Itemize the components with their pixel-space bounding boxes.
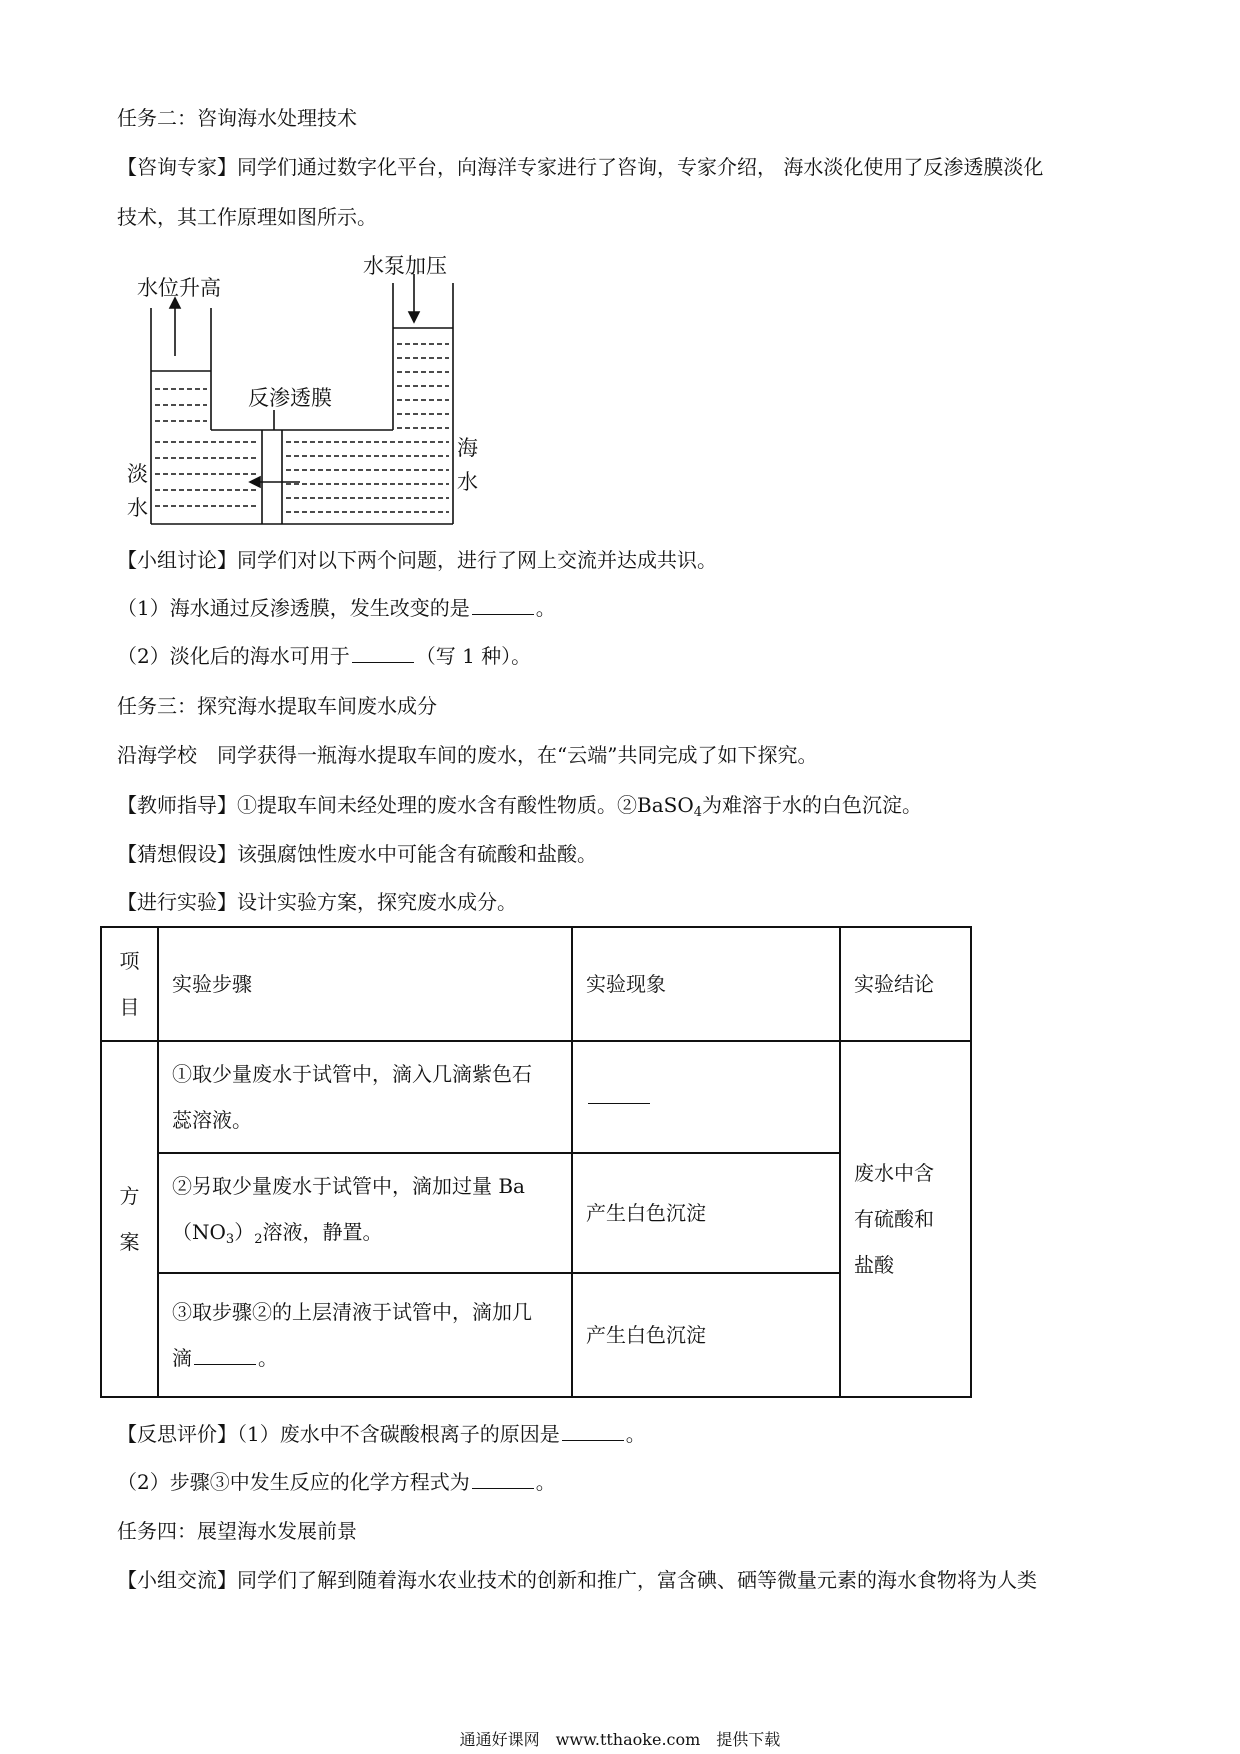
plan-line1: 方 [119,1184,140,1208]
plan-line2: 案 [119,1230,140,1254]
step3-end: 。 [258,1346,278,1370]
label-sea-water-1: 海 [457,436,478,460]
phenomenon2-cell: 产生白色沉淀 [572,1153,840,1273]
reverse-osmosis-diagram [117,246,489,536]
formula-part: ） [234,1220,255,1244]
arrow-down-icon [409,312,419,322]
header-phenomena: 实验现象 [572,927,840,1041]
step2-line1: ②另取少量废水于试管中，滴加过量 Ba [172,1174,525,1198]
subscript: 3 [225,1232,235,1247]
reflection-q2-end: 。 [535,1470,556,1494]
task2-title: 任务二：咨询海水处理技术 [117,106,357,130]
table-row [101,1041,971,1153]
teacher-guidance [117,791,922,827]
table-header-row [101,927,971,1041]
formula-part: （NO [172,1220,226,1244]
phenomenon3-cell: 产生白色沉淀 [572,1273,840,1397]
q2-end: （写 1 种）。 [415,644,532,668]
label-sea-water-2: 水 [457,470,478,494]
teacher-tag: 【教师指导】 [117,793,237,817]
label-fresh-water-2: 水 [127,496,148,520]
conclusion-line1: 废水中含 [854,1161,934,1185]
phenomenon1-cell [572,1041,840,1153]
reflection-q2-text: （2）步骤③中发生反应的化学方程式为 [117,1470,470,1494]
task3-intro: 沿海学校 同学获得一瓶海水提取车间的废水，在“云端”共同完成了如下探究。 [117,743,818,767]
step1-line2: 蕊溶液。 [172,1108,252,1132]
label-pump-pressure: 水泵加压 [363,254,447,278]
reflection-question-2 [117,1468,556,1496]
step3-cell [158,1273,572,1397]
label-fresh-water-1: 淡 [127,462,148,486]
header-conclusion: 实验结论 [840,927,971,1041]
q2-text: （2）淡化后的海水可用于 [117,644,350,668]
hypothesis [117,840,597,868]
step2-cell [158,1153,572,1273]
consult-paragraph-line2: 技术，其工作原理如图所示。 [117,205,377,229]
task4-title: 任务四：展望海水发展前景 [117,1519,357,1543]
answer-blank[interactable] [472,596,534,615]
hypothesis-tag: 【猜想假设】 [117,842,237,866]
discussion-paragraph [117,546,717,574]
discussion-tag: 【小组讨论】 [117,548,237,572]
q1-text: （1）海水通过反渗透膜，发生改变的是 [117,596,470,620]
consult-paragraph-line1 [117,153,1043,181]
reflection-q1-end: 。 [625,1422,646,1446]
header-item-line1: 项 [119,949,140,973]
header-steps: 实验步骤 [158,927,572,1041]
reflection-tag: 【反思评价】 [117,1422,237,1446]
experiment-table [100,926,972,1398]
teacher-text-end: 为难溶于水的白色沉淀。 [702,793,922,817]
discussion-question-1 [117,594,556,622]
step3-line1: ③取步骤②的上层清液于试管中，滴加几 [172,1300,532,1324]
experiment-text: 设计实验方案，探究废水成分。 [237,890,517,914]
subscript: 2 [254,1232,263,1247]
answer-blank[interactable] [562,1422,624,1441]
subscript: 4 [693,805,702,820]
experiment-tag: 【进行实验】 [117,890,237,914]
answer-blank[interactable] [352,644,414,663]
step2-line2 [172,1209,558,1263]
header-item [101,927,158,1041]
reflection-question-1 [117,1420,646,1448]
label-water-rise: 水位升高 [137,276,221,300]
task3-title: 任务三：探究海水提取车间废水成分 [117,694,437,718]
arrow-left-icon [250,477,260,487]
consult-tag: 【咨询专家】 [117,155,237,179]
discussion-question-2 [117,642,531,670]
formula-part: 溶液，静置。 [262,1220,383,1244]
conclusion-line3: 盐酸 [854,1253,894,1277]
consult-text: 同学们通过数字化平台，向海洋专家进行了咨询，专家介绍， 海水淡化使用了反渗透膜淡化 [237,155,1044,179]
step1-line1: ①取少量废水于试管中，滴入几滴紫色石 [172,1062,532,1086]
page-footer: 通通好课网 www.tthaoke.com 提供下载 [459,1730,781,1749]
plan-cell [101,1041,158,1397]
answer-blank[interactable] [588,1085,650,1104]
teacher-text: ①提取车间未经处理的废水含有酸性物质。②BaSO [237,793,694,817]
group-tag: 【小组交流】 [117,1568,237,1592]
step1-cell [158,1041,572,1153]
discussion-text: 同学们对以下两个问题，进行了网上交流并达成共识。 [237,548,717,572]
hypothesis-text: 该强腐蚀性废水中可能含有硫酸和盐酸。 [237,842,597,866]
conclusion-line2: 有硫酸和 [854,1207,934,1231]
header-item-line2: 目 [119,995,140,1019]
answer-blank[interactable] [472,1470,534,1489]
step3-line2 [172,1335,558,1381]
group-exchange [117,1566,1037,1594]
q1-end: 。 [535,596,556,620]
experiment-intro [117,888,517,916]
reflection-q1-text: （1）废水中不含碳酸根离子的原因是 [237,1422,560,1446]
label-membrane: 反渗透膜 [248,386,332,410]
answer-blank[interactable] [194,1346,256,1365]
step3-text: 滴 [172,1346,192,1370]
group-text: 同学们了解到随着海水农业技术的创新和推广，富含碘、硒等微量元素的海水食物将为人类 [237,1568,1037,1592]
conclusion-cell [840,1041,971,1397]
